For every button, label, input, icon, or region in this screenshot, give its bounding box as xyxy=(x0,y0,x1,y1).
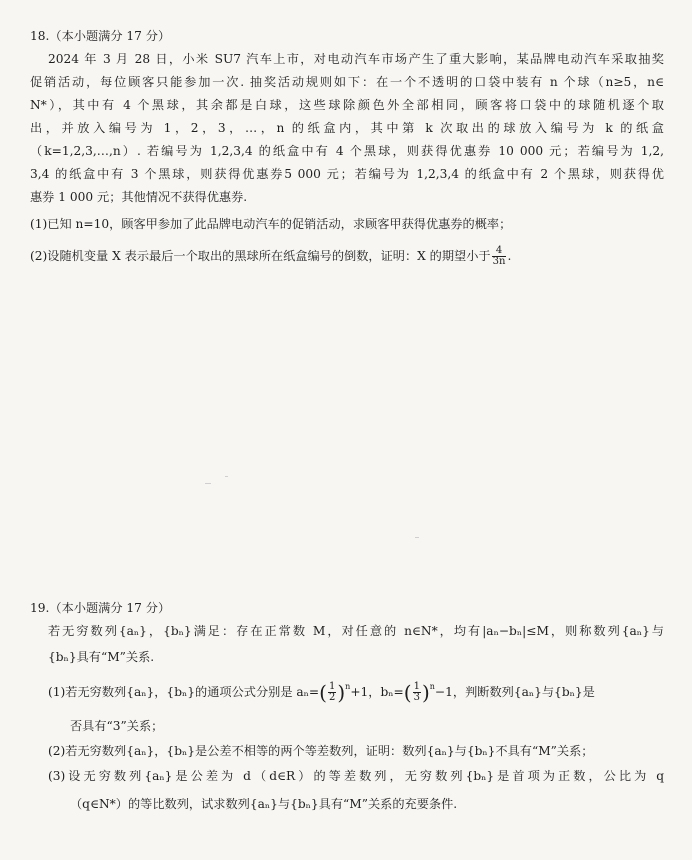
scan-speck xyxy=(415,537,419,538)
q19-fraction-half: $\frac{1}{2}$ xyxy=(328,681,336,703)
q18-fraction: $\frac{4}{3n}$ xyxy=(492,245,506,267)
q19-fraction-third: $\frac{1}{3}$ xyxy=(413,681,420,703)
q19-part-3-line-2: （q∈N*）的等比数列，试求数列{aₙ}与{bₙ}具有“M”关系的充要条件. xyxy=(70,797,458,811)
q19-part-3-line-1: (3)设无穷数列{aₙ}是公差为 d（d∈R）的等差数列，无穷数列{bₙ}是首项为正数，公比为 q xyxy=(48,769,664,783)
q18-part-2-text: (2)设随机变量 X 表示最后一个取出的黑球所在纸盒编号的倒数，证明：X 的期望小于 xyxy=(30,249,491,263)
q19-part-1-line-2: 否具有“3”关系； xyxy=(70,719,164,733)
q18-line-5: （k=1,2,3,…,n）. 若编号为 1,2,3,4 的纸盒中有 4 个黑球，则获得优惠券 10 000 元；若编号为 1,2, xyxy=(30,144,664,158)
q18-line-4: 出，并放入编号为 1，2，3，…，n 的纸盒内，其中第 k 次取出的球放入编号为 k 的纸盒 xyxy=(30,121,664,135)
q18-line-2: 促销活动，每位顾客只能参加一次. 抽奖活动规则如下：在一个不透明的口袋中装有 n 个球（n≥5，n∈ xyxy=(30,75,664,89)
q18-line-3: N*），其中有 4 个黑球，其余都是白球，这些球除颜色外全部相同，顾客将口袋中的球随机逐个取 xyxy=(30,98,664,112)
q19-part-2: (2)若无穷数列{aₙ}，{bₙ}是公差不相等的两个等差数列，证明：数列{aₙ}与{bₙ}不具有“M”关系； xyxy=(48,744,594,758)
scan-speck xyxy=(205,483,211,484)
q19-def-line-1: 若无穷数列{aₙ}，{bₙ}满足：存在正常数 M，对任意的 n∈N*，均有|aₙ−bₙ|≤M，则称数列{aₙ}与 xyxy=(48,624,664,638)
q18-part-2: (2)设随机变量 X 表示最后一个取出的黑球所在纸盒编号的倒数，证明：X 的期望小于 $\frac{4}{3n}$ . xyxy=(30,245,512,267)
q18-part-1: (1)已知 n=10，顾客甲参加了此品牌电动汽车的促销活动，求顾客甲获得优惠券的概率； xyxy=(30,217,512,231)
scan-speck xyxy=(225,476,228,477)
q18-line-7: 惠券 1 000 元；其他情况不获得优惠券. xyxy=(30,190,248,204)
q19-header: 19.（本小题满分 17 分） xyxy=(30,601,171,615)
q18-header: 18.（本小题满分 17 分） xyxy=(30,29,171,43)
q19-def-line-2: {bₙ}具有“M”关系. xyxy=(48,650,155,664)
q19-part-1: (1)若无穷数列{aₙ}，{bₙ}的通项公式分别是 aₙ=( $\frac{1}{2}$ )$^n$+1，bₙ=( $\frac{1}{3}$ )$^n$−1，判断数列{aₙ}与{bₙ}是 xyxy=(48,680,595,704)
q18-line-6: 3,4 的纸盒中有 3 个黑球，则获得优惠券5 000 元；若编号为 1,2,3,4 的纸盒中有 2 个黑球，则获得优 xyxy=(30,167,664,181)
q18-line-1: 2024 年 3 月 28 日，小米 SU7 汽车上市，对电动汽车市场产生了重大影响，某品牌电动汽车采取抽奖 xyxy=(48,52,664,66)
